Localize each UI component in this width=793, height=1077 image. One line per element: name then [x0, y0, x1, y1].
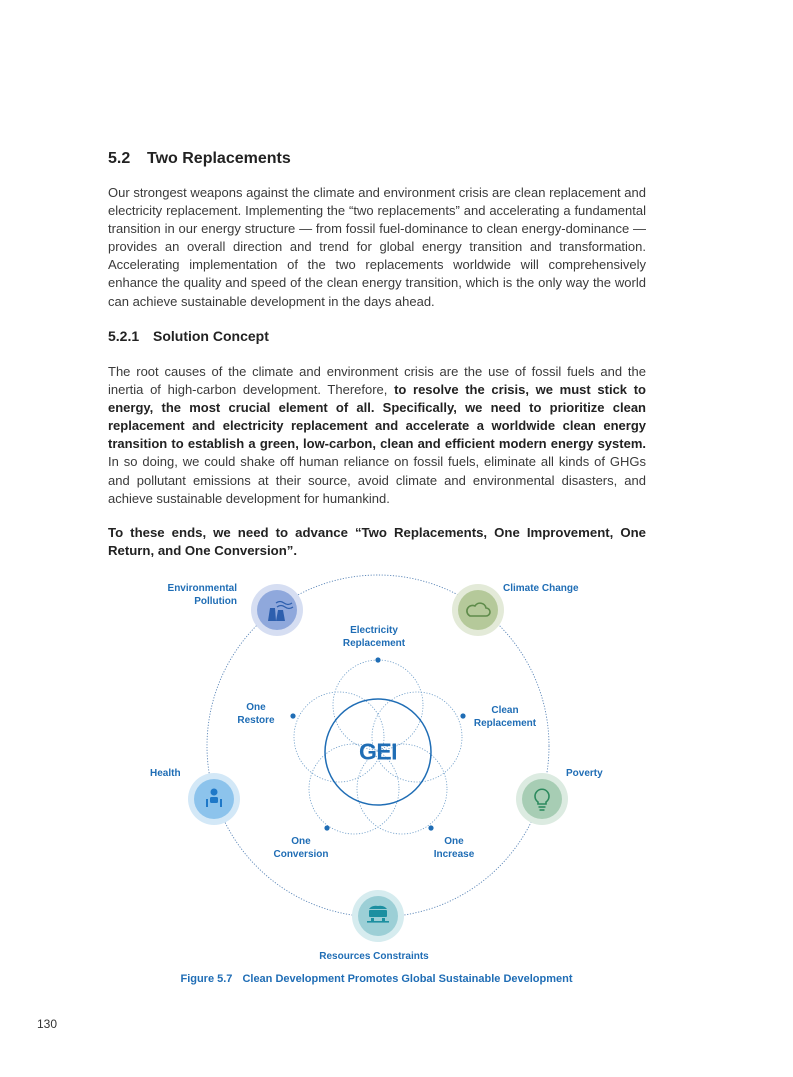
section-title: Two Replacements: [147, 150, 291, 167]
node-health: [188, 773, 240, 825]
label-one-increase: One Increase: [433, 836, 475, 860]
node-climate-change: [452, 584, 504, 636]
label-resources-constraints: Resources Constraints: [319, 951, 429, 962]
figure-caption: [0, 973, 753, 985]
label-poverty: Poverty: [566, 768, 603, 779]
node-poverty: [516, 773, 568, 825]
gei-label: GEI: [358, 738, 398, 765]
node-environmental-pollution: [251, 584, 303, 636]
label-electricity-replacement: Electricity Replacement: [342, 625, 406, 649]
conclusion-paragraph: To these ends, we need to advance “Two Replacements, One Improvement, One Return, and One Conversion”.: [108, 525, 646, 559]
label-one-restore: One Restore: [237, 702, 275, 726]
label-clean-replacement: Clean Replacement: [473, 705, 537, 729]
page-number: 130: [37, 1017, 58, 1031]
figure-title: Clean Development Promotes Global Sustainable Development: [242, 973, 573, 985]
label-one-conversion: One Conversion: [273, 836, 329, 860]
node-resources-constraints: [352, 890, 404, 942]
subsection-title: Solution Concept: [153, 328, 269, 344]
paragraph-end: In so doing, we could shake off human reliance on fossil fuels, eliminate all kinds of GHGs and pollutant emissions at their source, avoid climate and environmental disasters, and achieve sustainable development for humankind.: [108, 454, 646, 506]
label-climate-change: Climate Change: [503, 583, 579, 594]
label-environmental-pollution: Environmental Pollution: [167, 583, 237, 607]
subsection-number: 5.2.1: [108, 328, 140, 344]
paragraph-intro: The root causes of the climate and environment crisis are the use of fossil fuels and the inertia of high-carbon development. Therefore,: [108, 364, 646, 398]
label-health: Health: [150, 768, 181, 779]
section-number: 5.2: [108, 150, 131, 167]
paragraph-emphasis: to resolve the crisis, we must stick to energy, the most crucial element of all. Specifically, we need to prioritize clean replacement and electricity replacement and accelerate a worldwide clean energy transition to establish a green, low-carbon, clean and efficient modern energy system.: [108, 382, 646, 452]
section-paragraph: Our strongest weapons against the climate and environment crisis are clean replacement and electricity replacement. Implementing the “two replacements” and accelerating a fundamental transition in our energy structure — from fossil fuel-dominance to clean energy-dominance — provides an overall direction and trend for global energy transition and transformation. Accelerating implementation of the two replacements worldwide will comprehensively enhance the quality and speed of the clean energy transition, which is the only way the world can achieve sustainable development in the days ahead.: [108, 185, 646, 309]
figure-number: Figure 5.7: [180, 973, 233, 985]
